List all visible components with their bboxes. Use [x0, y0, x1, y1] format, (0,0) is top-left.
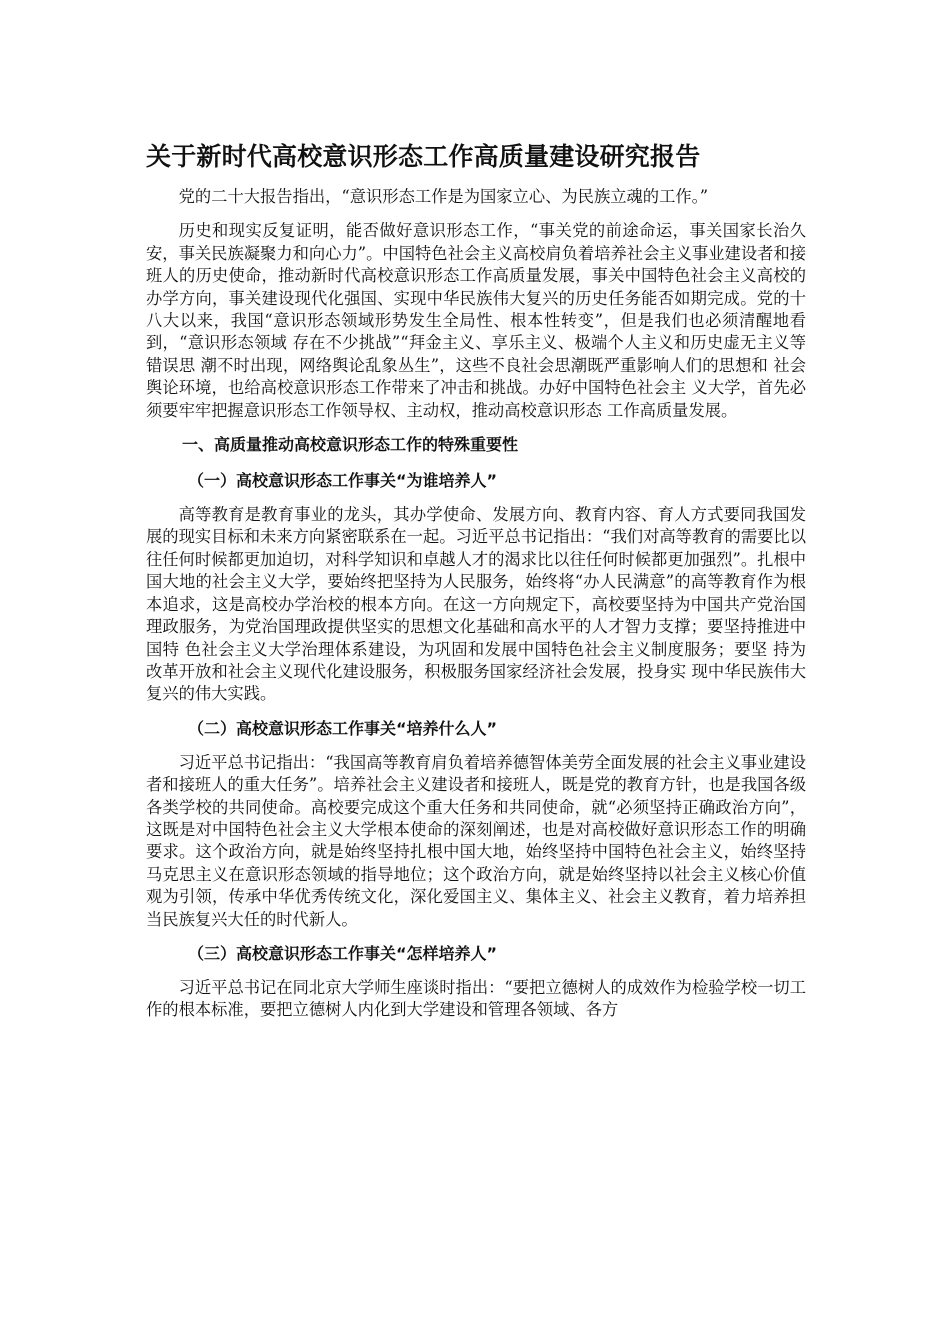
section-heading-1: 一、高质量推动高校意识形态工作的特殊重要性	[182, 435, 519, 455]
paragraph-moral-education: 习近平总书记在同北京大学师生座谈时指出：“要把立德树人的成效作为检验学校一切工作的根本标准，要把立德树人内化到大学建设和管理各领域、各方	[146, 977, 806, 1020]
document-page	[146, 140, 806, 1034]
paragraph-higher-education: 高等教育是教育事业的龙头，其办学使命、发展方向、教育内容、育人方式要同我国发展的现实目标和未来方向紧密联系在一起。习近平总书记指出：“我们对高等教育的需要比以往任何时候都更加迫切，对科学知识和卓越人才的渴求比以往任何时候都更加强烈”。扎根中国大地的社会主义大学，要始终把坚持为人民服务，始终将“办人民满意”的高等教育作为根本追求，这是高校办学治校的根本方向。在这一方向规定下，高校要坚持为中国共产党治国理政服务，为党治国理政提供坚实的思想文化基础和高水平的人才智力支撑；要坚持推进中国特 色社会主义大学治理体系建设，为巩固和发展中国特色社会主义制度服务；要坚 持为改革开放和社会主义现代化建设服务，积极服务国家经济社会发展，投身实 现中华民族伟大复兴的伟大实践。	[146, 505, 806, 704]
subsection-heading-2: （二）高校意识形态工作事关“培养什么人”	[188, 718, 498, 738]
subsection-heading-3: （三）高校意识形态工作事关“怎样培养人”	[188, 943, 498, 963]
document-title: 关于新时代高校意识形态工作高质量建设研究报告	[146, 142, 701, 171]
paragraph-training-talent: 习近平总书记指出：“我国高等教育肩负着培养德智体美劳全面发展的社会主义事业建设者和接班人的重大任务”。培养社会主义建设者和接班人，既是党的教育方针，也是我国各级各类学校的共同使命。高校要完成这个重大任务和共同使命，就“必须坚持正确政治方向”，这既是对中国特色社会主义大学根本使命的深刻阐述，也是对高校做好意识形态工作的明确要求。这个政治方向，就是始终坚持扎根中国大地，始终坚持中国特色社会主义，始终坚持马克思主义在意识形态领域的指导地位；这个政治方向，就是始终坚持以社会主义核心价值观为引领，传承中华优秀传统文化，深化爱国主义、集体主义、社会主义教育，着力培养担当民族复兴大任的时代新人。	[146, 752, 806, 929]
subsection-heading-1: （一）高校意识形态工作事关“为谁培养人”	[188, 471, 498, 491]
paragraph-history: 历史和现实反复证明，能否做好意识形态工作，“事关党的前途命运，事关国家长治久安，事关民族凝聚力和向心力”。中国特色社会主义高校肩负着培养社会主义事业建设者和接班人的历史使命，推动新时代高校意识形态工作高质量发展，事关中国特色社会主义高校的办学方向，事关建设现代化强国、实现中华民族伟大复兴的历史任务能否如期完成。党的十八大以来，我国“意识形态领域形势发生全局性、根本性转变”，但是我们也必须清醒地看到，“意识形态领域 存在不少挑战”“拜金主义、享乐主义、极端个人主义和历史虚无主义等错误思 潮不时出现，网络舆论乱象丛生”，这些不良社会思潮既严重影响人们的思想和 社会舆论环境，也给高校意识形态工作带来了冲击和挑战。办好中国特色社会主 义大学，首先必须要牢牢把握意识形态工作领导权、主动权，推动高校意识形态 工作高质量发展。	[146, 221, 806, 420]
intro-paragraph: 党的二十大报告指出，“意识形态工作是为国家立心、为民族立魂的工作。”	[178, 187, 709, 206]
